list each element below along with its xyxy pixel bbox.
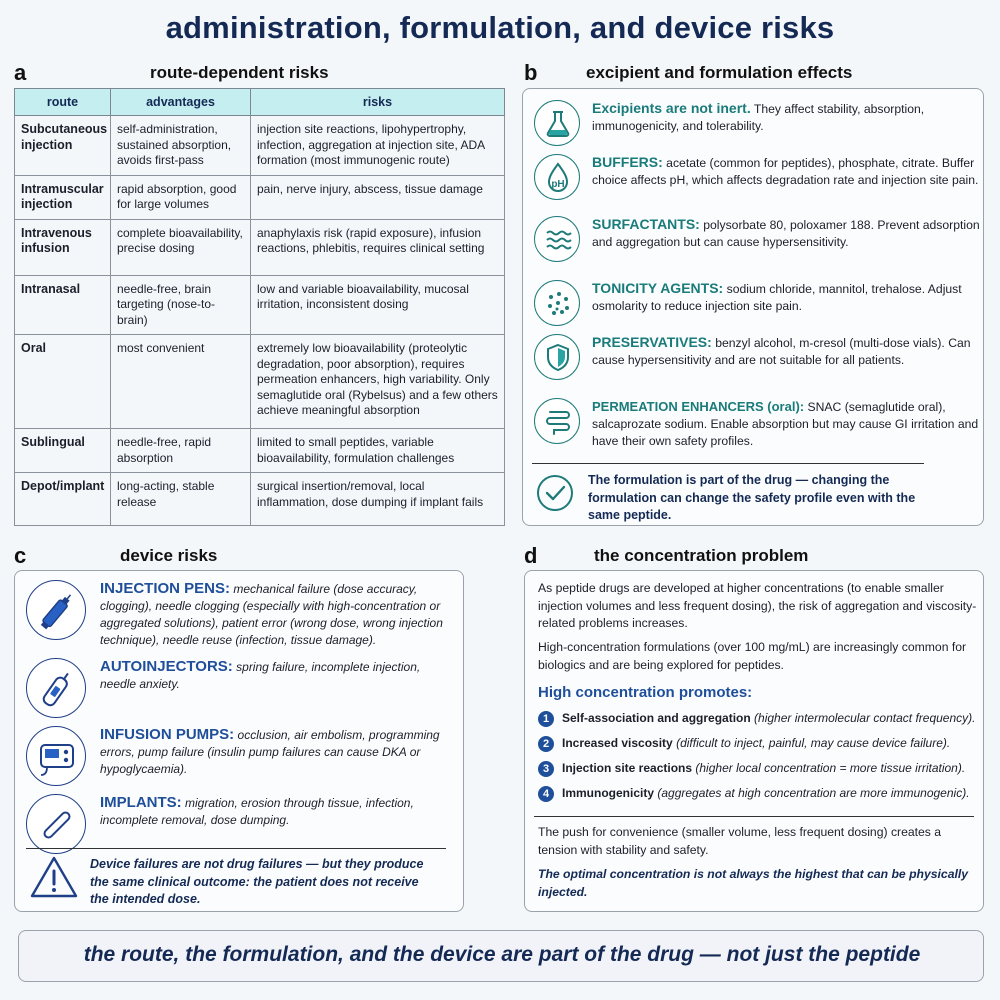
panel-a-letter: a: [14, 60, 27, 85]
dots-icon: [534, 280, 580, 326]
item-heading: Immunogenicity: [562, 786, 655, 800]
table-row: [15, 219, 505, 275]
warning-icon: [28, 854, 80, 900]
risks-cell: pain, nerve injury, abscess, tissue damage: [251, 175, 505, 219]
panel-c-title: device risks: [120, 546, 218, 565]
excipient-heading: PRESERVATIVES:: [592, 334, 712, 350]
waves-icon: [534, 216, 580, 262]
excipient-body: SNAC (semaglutide oral), salcaprozate sodium. Enable absorption but may cause GI irritation and have their own safety profiles.: [592, 400, 979, 448]
advantages-cell: rapid absorption, good for large volumes: [111, 175, 251, 219]
excipient-body: acetate (common for peptides), phosphate, citrate. Buffer choice affects pH, which affects degradation rate and injection site pain.: [592, 156, 979, 187]
excipient-body: They affect stability, absorption, immunogenicity, and tolerability.: [592, 102, 925, 133]
table-row: [15, 429, 505, 473]
table-row: [15, 473, 505, 526]
panel-b-letter: b: [524, 60, 538, 85]
flask-icon: [534, 100, 580, 146]
optimal-concentration-note: The optimal concentration is not always the highest that can be physically injected.: [538, 867, 969, 899]
excipient-body: polysorbate 80, poloxamer 188. Prevent adsorption and aggregation but can cause hypersensitivity.: [592, 218, 980, 249]
item-number-badge: 4: [538, 786, 554, 802]
risks-cell: extremely low bioavailability (proteolytic degradation, poor absorption), requires permeation enhancers, high variability. Only semaglutide oral (Rybelsus) and a few others achieve meaningful absorption: [251, 335, 505, 429]
device-item: [26, 658, 456, 722]
risks-cell: anaphylaxis risk (rapid exposure), infusion reactions, phlebitis, requires clinical setting: [251, 219, 505, 275]
table-row: [15, 175, 505, 219]
excipient-item: [534, 212, 986, 276]
formulation-conclusion: The formulation is part of the drug — changing the formulation can change the safety profile even with the same peptide.: [588, 473, 916, 522]
list-item: [538, 785, 978, 802]
autoinjector-icon: [26, 658, 86, 718]
list-item: [538, 735, 978, 752]
panel-b-title: excipient and formulation effects: [586, 63, 853, 82]
shield-icon: [534, 334, 580, 380]
item-note: (higher intermolecular contact frequency).: [754, 711, 976, 725]
table-row: [15, 335, 505, 429]
item-heading: Increased viscosity: [562, 736, 673, 750]
device-heading: AUTOINJECTORS:: [100, 658, 233, 675]
excipient-body: benzyl alcohol, m-cresol (multi-dose vials). Can cause hypersensitivity and are not suitable for all patients.: [592, 336, 971, 367]
route-cell: Intravenous infusion: [15, 219, 111, 275]
header-advantages: advantages: [111, 89, 251, 116]
device-heading: INJECTION PENS:: [100, 580, 231, 597]
table-row: [15, 116, 505, 176]
route-cell: Sublingual: [15, 429, 111, 473]
excipient-body: sodium chloride, mannitol, trehalose. Adjust osmolarity to reduce injection site pain.: [592, 282, 962, 313]
concentration-subheading: High concentration promotes:: [538, 684, 753, 701]
risks-cell: low and variable bioavailability, mucosal irritation, inconsistent dosing: [251, 275, 505, 335]
footer-banner: [18, 930, 984, 982]
item-number-badge: 3: [538, 761, 554, 777]
excipient-heading: PERMEATION ENHANCERS (oral):: [592, 399, 805, 414]
advantages-cell: needle-free, brain targeting (nose-to-brain): [111, 275, 251, 335]
implant-icon: [26, 794, 86, 854]
pen-icon: [26, 580, 86, 640]
item-number-badge: 2: [538, 736, 554, 752]
concentration-intro: As peptide drugs are developed at higher concentrations (to enable smaller injection volumes and less frequent dosing), the risk of aggregation and viscosity-related problems increases.: [538, 581, 977, 630]
risks-cell: surgical insertion/removal, local inflammation, dose dumping if implant fails: [251, 473, 505, 526]
excipient-heading: TONICITY AGENTS:: [592, 280, 724, 296]
device-item: [26, 580, 456, 650]
advantages-cell: complete bioavailability, precise dosing: [111, 219, 251, 275]
concentration-context: High-concentration formulations (over 100 mg/mL) are increasingly common for biologics and are being explored for peptides.: [538, 640, 967, 672]
convenience-tension: The push for convenience (smaller volume, less frequent dosing) creates a tension with stability and safety.: [538, 825, 942, 857]
excipient-item: [534, 394, 986, 458]
excipient-item: [534, 150, 986, 214]
route-cell: Depot/implant: [15, 473, 111, 526]
route-risk-table: [14, 88, 505, 526]
panel-d-title: the concentration problem: [594, 546, 809, 565]
panel-c-divider: [26, 848, 446, 849]
excipient-heading: SURFACTANTS:: [592, 216, 700, 232]
item-heading: Self-association and aggregation: [562, 711, 751, 725]
route-cell: Oral: [15, 335, 111, 429]
route-cell: Subcutaneous injection: [15, 116, 111, 176]
device-warning: Device failures are not drug failures — but they produce the same clinical outcome: the patient does not receive the intended dose.: [90, 857, 424, 906]
header-route: route: [15, 89, 111, 116]
device-item: [26, 794, 456, 850]
panel-a-title: route-dependent risks: [150, 63, 329, 82]
device-heading: INFUSION PUMPS:: [100, 726, 235, 743]
item-note: (difficult to inject, painful, may cause device failure).: [676, 736, 951, 750]
device-body: spring failure, incomplete injection, needle anxiety.: [100, 660, 421, 691]
table-header-row: [15, 89, 505, 116]
advantages-cell: self-administration, sustained absorption, avoids first-pass: [111, 116, 251, 176]
table-row: [15, 275, 505, 335]
footer-message: the route, the formulation, and the device are part of the drug — not just the peptide: [83, 943, 921, 966]
item-note: (higher local concentration = more tissue irritation).: [695, 761, 966, 775]
panel-c-letter: c: [14, 543, 27, 568]
device-heading: IMPLANTS:: [100, 794, 182, 811]
advantages-cell: needle-free, rapid absorption: [111, 429, 251, 473]
panel-d-letter: d: [524, 543, 538, 568]
item-number-badge: 1: [538, 711, 554, 727]
risks-cell: injection site reactions, lipohypertrophy, infection, aggregation at injection site, ADA formation (most immunogenic route): [251, 116, 505, 176]
device-body: occlusion, air embolism, programming errors, pump failure (insulin pump failures can cause DKA or hypoglycaemia).: [100, 728, 440, 776]
device-item: [26, 726, 456, 790]
advantages-cell: most convenient: [111, 335, 251, 429]
route-cell: Intranasal: [15, 275, 111, 335]
list-item: [538, 760, 978, 777]
header-risks: risks: [251, 89, 505, 116]
list-item: [538, 710, 978, 727]
route-cell: Intramuscular injection: [15, 175, 111, 219]
page-title: administration, formulation, and device risks: [165, 10, 835, 45]
device-body: migration, erosion through tissue, infection, incomplete removal, dose dumping.: [100, 796, 414, 827]
panel-d-divider: [534, 816, 974, 817]
item-note: (aggregates at high concentration are more immunogenic).: [657, 786, 970, 800]
excipient-heading: Excipients are not inert.: [592, 100, 751, 116]
check-circle-icon: [536, 474, 574, 512]
item-heading: Injection site reactions: [562, 761, 693, 775]
excipient-item: [534, 330, 986, 394]
panel-b-divider: [532, 463, 924, 464]
intestine-icon: [534, 398, 580, 444]
risks-cell: limited to small peptides, variable bioavailability, formulation challenges: [251, 429, 505, 473]
ph-drop-icon: [534, 154, 580, 200]
device-body: mechanical failure (dose accuracy, clogging), needle clogging (especially with high-concentration or aggregated solutions), patient error (wrong dose, wrong injection technique), needle reuse (infection, tissue damage).: [100, 582, 443, 647]
pump-icon: [26, 726, 86, 786]
excipient-heading: BUFFERS:: [592, 154, 663, 170]
advantages-cell: long-acting, stable release: [111, 473, 251, 526]
svg-text:pH: pH: [551, 179, 565, 190]
